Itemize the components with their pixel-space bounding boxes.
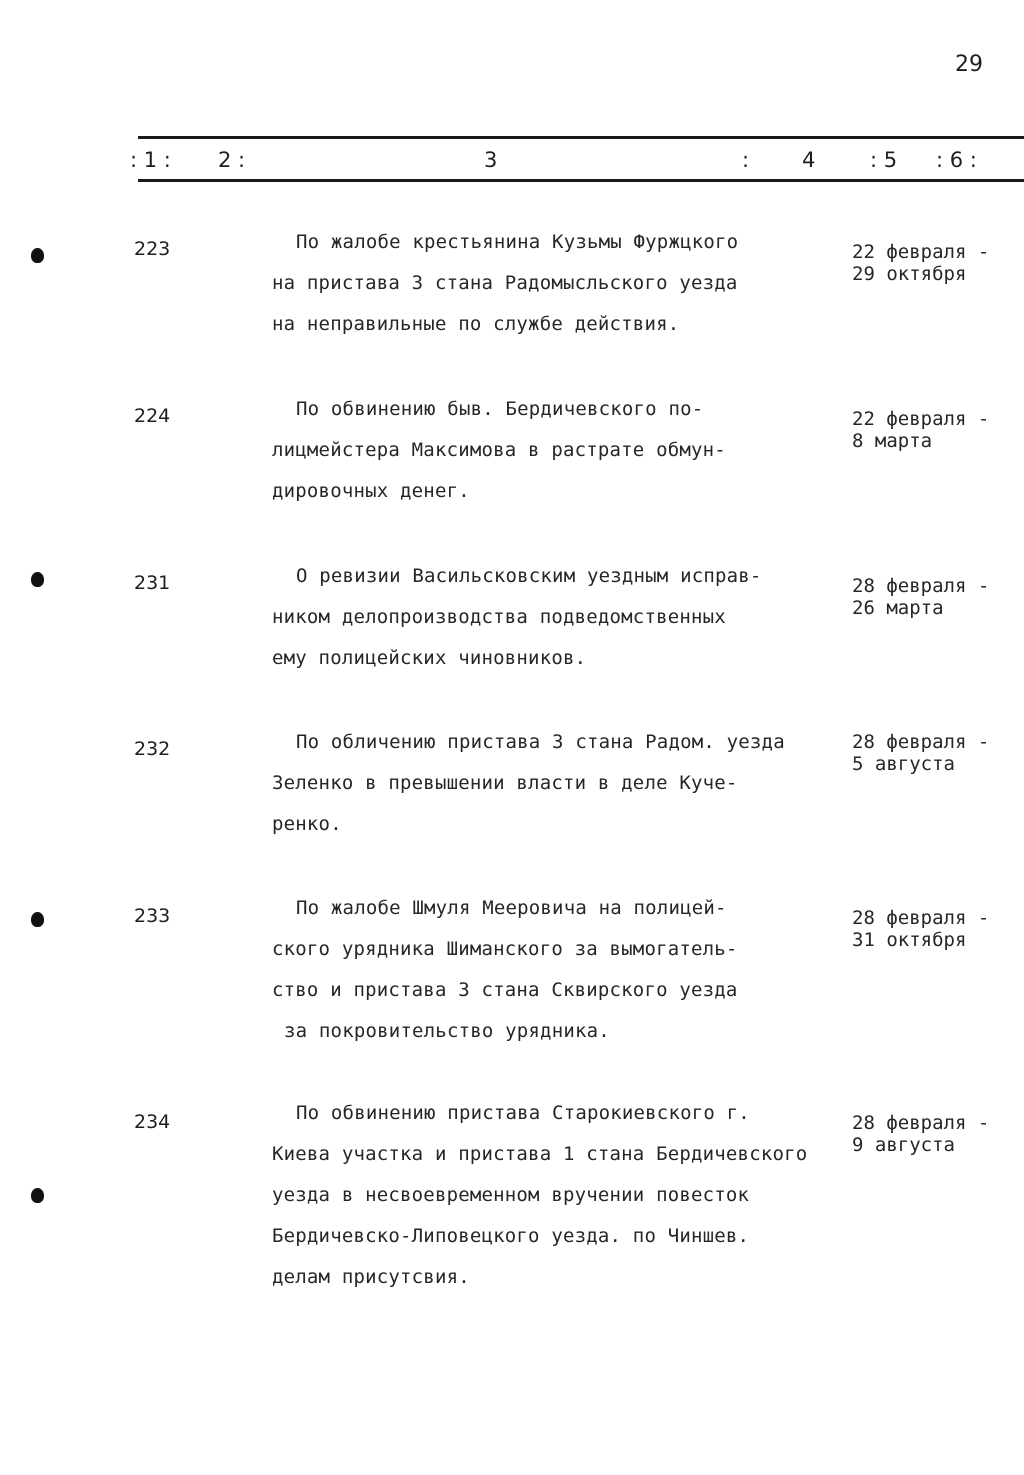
column-header-1: : 1 :: [130, 148, 171, 172]
entry-description: [272, 556, 832, 679]
entry-number: 224: [134, 405, 171, 427]
entry-line: По обличению пристава 3 стана Радом. уезда: [296, 731, 785, 753]
entry-date-start: 28 февраля -: [852, 731, 990, 753]
entry-date-end: 5 августа: [852, 753, 955, 775]
entry-date-end: 29 октября: [852, 263, 967, 285]
page-number: 29: [955, 52, 983, 77]
entry-dates: [852, 1112, 989, 1156]
entry-number: 234: [134, 1111, 171, 1133]
entry-dates: [852, 241, 989, 285]
entry-date-end: 9 августа: [852, 1134, 955, 1156]
column-header-6: : 6 :: [936, 148, 977, 172]
entry-date-start: 28 февраля -: [852, 575, 990, 597]
entry-date-end: 31 октября: [852, 929, 967, 951]
entry-description: [272, 222, 832, 345]
header-bottom-rule: [138, 179, 1024, 182]
entry-number: 223: [134, 238, 171, 260]
column-header-4: 4: [802, 148, 816, 172]
column-header-separator: :: [742, 148, 750, 172]
entry-line: делам присутсвия.: [272, 1266, 470, 1288]
entry-date-start: 22 февраля -: [852, 408, 990, 430]
entry-number: 231: [134, 572, 171, 594]
entry-description: [272, 722, 832, 845]
entry-dates: [852, 408, 989, 452]
entry-line: ренко.: [272, 813, 342, 835]
entry-line: ского урядника Шиманского за вымогатель-: [272, 938, 738, 960]
header-top-rule: [138, 136, 1024, 139]
entry-line: уезда в несвоевременном вручении повесток: [272, 1184, 750, 1206]
entry-date-end: 26 марта: [852, 597, 944, 619]
entry-line: на пристава 3 стана Радомысльского уезда: [272, 272, 738, 294]
binder-hole: [31, 1188, 44, 1203]
entry-line: Зеленко в превышении власти в деле Куче-: [272, 772, 738, 794]
column-header-5: : 5: [870, 148, 898, 172]
entry-description: [272, 389, 832, 512]
entry-line: Бердичевско-Липовецкого уезда. по Чиншев.: [272, 1225, 750, 1247]
entry-description: [272, 888, 832, 1052]
entry-line: О ревизии Васильсковским уездным исправ-: [296, 565, 762, 587]
entry-date-start: 22 февраля -: [852, 241, 990, 263]
entry-line: лицмейстера Максимова в растрате обмун-: [272, 439, 726, 461]
column-header-2: 2 :: [218, 148, 246, 172]
binder-hole: [31, 572, 44, 587]
entry-date-end: 8 марта: [852, 430, 933, 452]
entry-line: По жалобе Шмуля Мееровича на полицей-: [296, 897, 727, 919]
column-header-row: [130, 148, 1024, 174]
binder-hole: [31, 248, 44, 263]
column-header-3: 3: [484, 148, 498, 172]
entry-line: ником делопроизводства подведомственных: [272, 606, 726, 628]
entry-line: на неправильные по службе действия.: [272, 313, 680, 335]
entry-number: 233: [134, 905, 171, 927]
entry-line: ство и пристава 3 стана Сквирского уезда: [272, 979, 738, 1001]
entry-line: ему полицейских чиновников.: [272, 647, 587, 669]
entry-line: По обвинению быв. Бердичевского по-: [296, 398, 704, 420]
entry-line: дировочных денег.: [272, 480, 470, 502]
entry-dates: [852, 907, 989, 951]
entry-line: Киева участка и пристава 1 стана Бердичевского: [272, 1143, 808, 1165]
entry-line: По обвинению пристава Старокиевского г.: [296, 1102, 750, 1124]
entry-line: за покровительство урядника.: [284, 1020, 610, 1042]
entry-number: 232: [134, 738, 171, 760]
entry-line: По жалобе крестьянина Кузьмы Фуржцкого: [296, 231, 739, 253]
entry-description: [272, 1093, 832, 1298]
entry-dates: [852, 731, 989, 775]
entry-date-start: 28 февраля -: [852, 907, 990, 929]
entry-date-start: 28 февраля -: [852, 1112, 990, 1134]
entry-dates: [852, 575, 989, 619]
binder-hole: [31, 912, 44, 927]
